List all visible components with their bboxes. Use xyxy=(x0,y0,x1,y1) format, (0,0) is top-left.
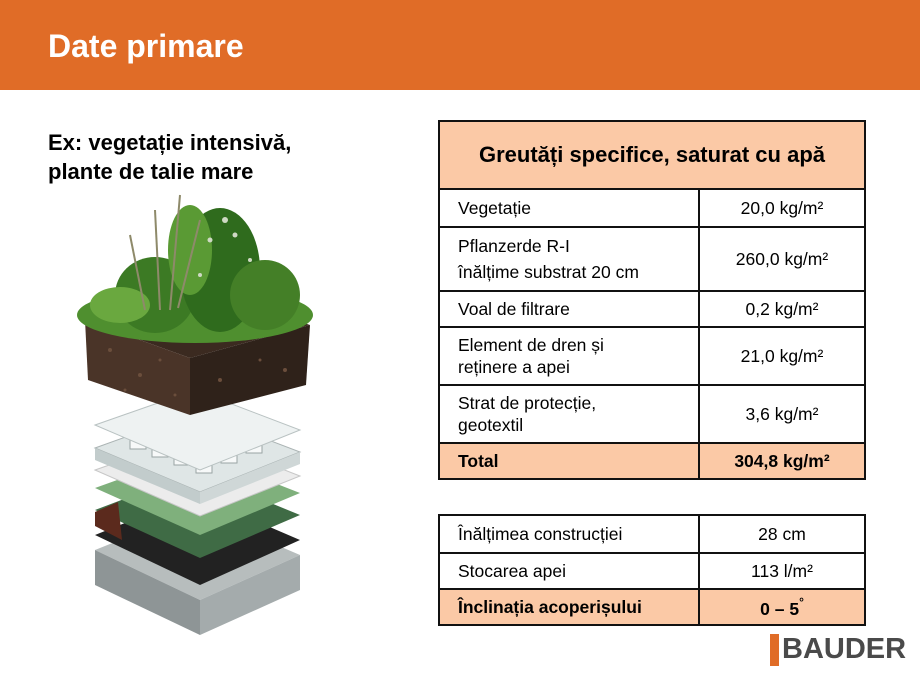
row-label xyxy=(439,291,699,327)
page-title: Date primare xyxy=(48,28,244,64)
table-row xyxy=(439,385,865,443)
total-row xyxy=(439,443,865,479)
row-label-text: Element de dren și xyxy=(458,335,604,355)
row-value: 20,0 kg/m² xyxy=(699,189,865,227)
table-row xyxy=(439,227,865,291)
total-value: 304,8 kg/m² xyxy=(699,443,865,479)
row-label-text: geotextil xyxy=(458,415,524,435)
vegetation-layer xyxy=(77,195,313,343)
slope-label: Înclinația acoperișului xyxy=(439,589,699,625)
logo-text: BAUDER xyxy=(782,633,907,665)
row-label-text: Voal de filtrare xyxy=(458,299,570,319)
row-label xyxy=(439,385,699,443)
construction-table xyxy=(438,514,866,626)
row-value: 0,2 kg/m² xyxy=(699,291,865,327)
row-label-text: reținere a apei xyxy=(458,357,570,377)
table-row xyxy=(439,327,865,385)
table-row xyxy=(439,189,865,227)
slope-row xyxy=(439,589,865,625)
row-label xyxy=(439,189,699,227)
row-value: 21,0 kg/m² xyxy=(699,327,865,385)
table-row xyxy=(439,291,865,327)
subtitle-line-1: Ex: vegetație intensivă, xyxy=(48,130,292,155)
row-label xyxy=(439,327,699,385)
slope-value xyxy=(699,589,865,625)
logo-accent-bar xyxy=(770,634,779,666)
weights-table xyxy=(438,120,866,480)
degree-sign: ° xyxy=(799,594,804,609)
weights-table-title: Greutăți specifice, saturat cu apă xyxy=(439,121,865,189)
table-row xyxy=(439,515,865,553)
subtitle xyxy=(48,128,378,186)
row-value: 28 cm xyxy=(699,515,865,553)
row-value: 3,6 kg/m² xyxy=(699,385,865,443)
row-value: 113 l/m² xyxy=(699,553,865,589)
row-label: Înălțimea construcției xyxy=(439,515,699,553)
row-value: 260,0 kg/m² xyxy=(699,227,865,291)
row-label-text: înălțime substrat 20 cm xyxy=(458,262,639,282)
green-roof-layers-illustration xyxy=(60,190,340,640)
row-label-text: Strat de protecție, xyxy=(458,393,597,413)
row-label xyxy=(439,227,699,291)
table-row xyxy=(439,553,865,589)
slope-value-text: 0 – 5 xyxy=(760,598,800,619)
subtitle-line-2: plante de talie mare xyxy=(48,159,254,184)
row-label: Stocarea apei xyxy=(439,553,699,589)
total-label: Total xyxy=(439,443,699,479)
bauder-logo xyxy=(770,628,907,668)
row-label-text: Pflanzerde R-I xyxy=(458,236,570,256)
row-label-text: Vegetație xyxy=(458,198,531,218)
